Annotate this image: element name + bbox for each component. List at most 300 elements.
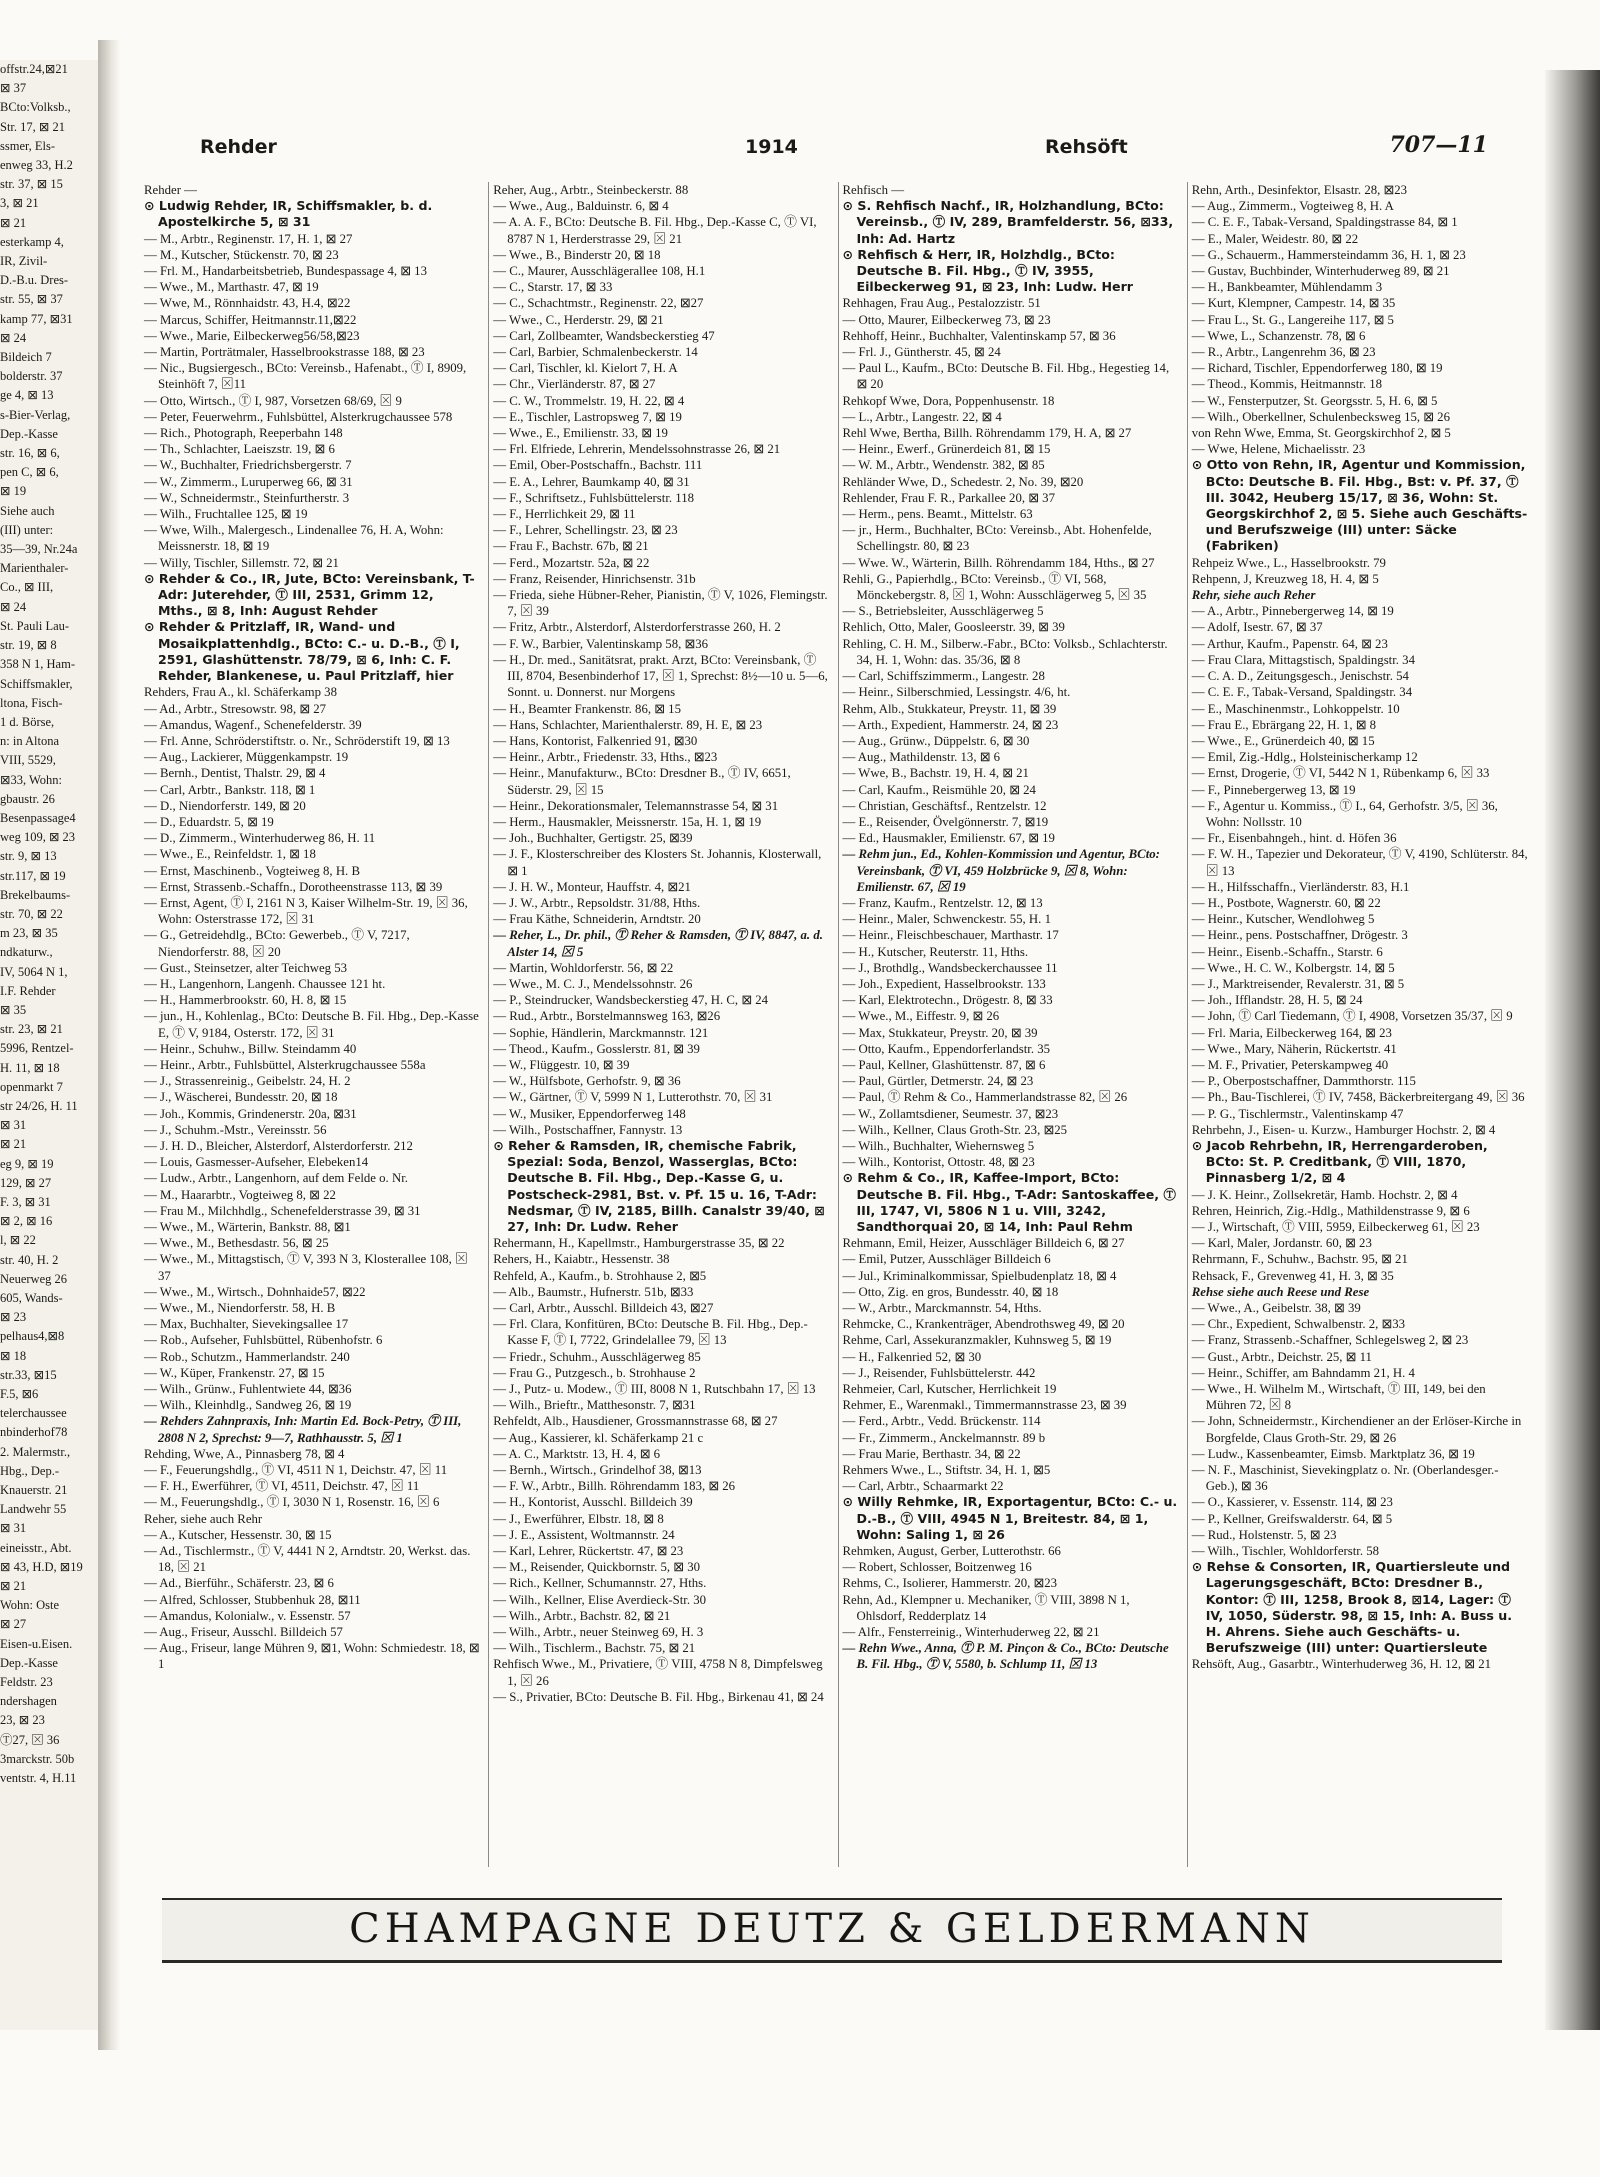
- directory-entry: Rehm, Alb., Stukkateur, Preystr. 11, ⊠ 39: [842, 701, 1057, 716]
- column-1: [140, 182, 480, 1867]
- directory-entry: Rehn, Ad., Klempner u. Mechaniker, Ⓣ VIII, 3898 N 1, Ohlsdorf, Redderplatz 14: [842, 1592, 1130, 1623]
- book-gutter: [98, 40, 120, 2050]
- directory-entry: — W., Musiker, Eppendorferweg 148: [493, 1106, 829, 1122]
- directory-entry: — E., Maschinenmstr., Lohkoppelstr. 10: [1192, 701, 1528, 717]
- directory-entry: — Rehm jun., Ed., Kohlen-Kommission und Agentur, BCto: Vereinsbank, Ⓣ VI, 459 Holzbrücke 9, ⊠ 8, Wohn: Emilienstr. 67, ⊠ 19: [842, 847, 1160, 894]
- column-4: [1187, 182, 1528, 1867]
- directory-entry: — L., Arbtr., Langestr. 22, ⊠ 4: [843, 409, 1179, 425]
- directory-entry: — Arth., Expedient, Hammerstr. 24, ⊠ 23: [843, 717, 1179, 733]
- directory-entry: — Otto, Zig. en gros, Bundesstr. 40, ⊠ 18: [843, 1284, 1179, 1300]
- directory-entry: — Jul., Kriminalkommissar, Spielbudenplatz 18, ⊠ 4: [843, 1268, 1179, 1284]
- directory-entry: — Wwe., Mary, Näherin, Rückertstr. 41: [1192, 1041, 1528, 1057]
- directory-entry: — Aug., Grünw., Düppelstr. 6, ⊠ 30: [843, 733, 1179, 749]
- previous-page-fragment: str. 70, ⊠ 22: [0, 906, 63, 921]
- previous-page-fragment: 3, ⊠ 21: [0, 196, 39, 211]
- directory-entry: — Reher, L., Dr. phil., Ⓣ Reher & Ramsden, Ⓣ IV, 8847, a. d. Alster 14, ⊠ 5: [493, 928, 823, 959]
- directory-entry: — N. F., Maschinist, Sievekingplatz o. Nr. (Oberlandesger.-Geb.), ⊠ 36: [1192, 1462, 1528, 1494]
- directory-entry: — Nic., Bugsiergesch., BCto: Vereinsb., Hafenabt., Ⓣ I, 8909, Steinhöft 7, ⊠11: [144, 360, 480, 392]
- directory-entry: — J., Reisender, Fuhlsbüttelerstr. 442: [843, 1365, 1179, 1381]
- directory-entry: — Rud., Holstenstr. 5, ⊠ 23: [1192, 1527, 1528, 1543]
- directory-entry: — J. W., Arbtr., Repsoldstr. 31/88, Hths.: [493, 895, 829, 911]
- previous-page-fragment: Knauerstr. 21: [0, 1483, 68, 1498]
- directory-entry: — Otto, Wirtsch., Ⓣ I, 987, Vorsetzen 68/69, ⊠ 9: [144, 393, 480, 409]
- directory-entry: — P., Steindrucker, Wandsbeckerstieg 47, H. C, ⊠ 24: [493, 992, 829, 1008]
- directory-columns: [140, 182, 1528, 1867]
- previous-page-fragment: bolderstr. 37: [0, 369, 63, 384]
- directory-entry: Reher, Aug., Arbtr., Steinbeckerstr. 88: [493, 183, 689, 197]
- previous-page-fragment: enweg 33, H.2: [0, 158, 73, 173]
- directory-entry: Rehli, G., Papierhdlg., BCto: Vereinsb., Ⓣ VI, 568, Mönckebergstr. 8, ⊠ 1, Wohn: Ausschlägerweg 5, ⊠ 35: [842, 571, 1147, 603]
- directory-entry: — W., Gärtner, Ⓣ V, 5999 N 1, Lutterothstr. 70, ⊠ 31: [493, 1089, 829, 1105]
- previous-page-fragment: ⊠ 31: [0, 1118, 27, 1133]
- directory-entry: — Frau G., Putzgesch., b. Strohhause 2: [493, 1365, 829, 1381]
- directory-entry: — Heinr., Arbtr., Fuhlsbüttel, Alsterkrugchaussee 558a: [144, 1057, 480, 1073]
- directory-entry: — Heinr., Fleischbeschauer, Marthastr. 17: [843, 927, 1179, 943]
- previous-page-fragment: Neuerweg 26: [0, 1271, 67, 1286]
- previous-page-fragment: esterkamp 4,: [0, 234, 64, 249]
- directory-entry: — D., Eduardstr. 5, ⊠ 19: [144, 814, 480, 830]
- directory-entry: — Adolf, Isestr. 67, ⊠ 37: [1192, 619, 1528, 635]
- directory-entry: — H., Kutscher, Reuterstr. 11, Hths.: [843, 944, 1179, 960]
- directory-entry: — Wwe, L., Schanzenstr. 78, ⊠ 6: [1192, 328, 1528, 344]
- previous-page-fragment: ⊠ 21: [0, 215, 27, 230]
- directory-entry: Rehfeld, A., Kaufm., b. Strohhause 2, ⊠5: [493, 1268, 707, 1283]
- directory-entry: — Th., Schlachter, Laeiszstr. 19, ⊠ 6: [144, 441, 480, 457]
- running-head-year: 1914: [745, 136, 798, 158]
- column-2: [488, 182, 829, 1867]
- previous-page-fragment: BCto:Volksb.,: [0, 100, 71, 115]
- directory-entry: — E., Reisender, Övelgönnerstr. 7, ⊠19: [843, 814, 1179, 830]
- previous-page-fragment: str. 19, ⊠ 8: [0, 638, 57, 653]
- directory-entry: — A. A. F., BCto: Deutsche B. Fil. Hbg., Dep.-Kasse C, Ⓣ VI, 8787 N 1, Herderstrasse 29, ⊠ 21: [493, 214, 829, 246]
- directory-entry: — Wwe., H. Wilhelm M., Wirtschaft, Ⓣ III, 149, bei den Mühren 72, ⊠ 8: [1192, 1381, 1528, 1413]
- directory-entry: — Wilh., Tischlerm., Bachstr. 75, ⊠ 21: [493, 1640, 829, 1656]
- directory-entry: Rehder —: [144, 183, 197, 197]
- directory-entry: Rehpeiz Wwe., L., Hasselbrookstr. 79: [1191, 555, 1386, 570]
- previous-page-fragment: Besenpassage4: [0, 810, 76, 825]
- directory-entry: — Robert, Schlosser, Boitzenweg 16: [843, 1559, 1179, 1575]
- previous-page-fragment: str. 37, ⊠ 15: [0, 177, 63, 192]
- previous-page-fragment: (III) unter:: [0, 522, 54, 537]
- directory-entry: — W., Flüggestr. 10, ⊠ 39: [493, 1057, 829, 1073]
- directory-entry: — C., Starstr. 17, ⊠ 33: [493, 279, 829, 295]
- directory-entry: Rehlender, Frau F. R., Parkallee 20, ⊠ 37: [842, 490, 1055, 505]
- previous-page-fragment: ⊠ 2, ⊠ 16: [0, 1214, 53, 1229]
- directory-entry: — Aug., Lackierer, Müggenkampstr. 19: [144, 749, 480, 765]
- directory-entry: — J., Wirtschaft, Ⓣ VIII, 5959, Eilbeckerweg 61, ⊠ 23: [1192, 1219, 1528, 1235]
- previous-page-fragment: str. 55, ⊠ 37: [0, 292, 63, 307]
- directory-entry: — Wwe., B., Binderstr 20, ⊠ 18: [493, 247, 829, 263]
- directory-entry: — H., Falkenried 52, ⊠ 30: [843, 1349, 1179, 1365]
- directory-entry: — Max, Stukkateur, Preystr. 20, ⊠ 39: [843, 1025, 1179, 1041]
- directory-entry: — jr., Herm., Buchhalter, BCto: Vereinsb., Abt. Hohenfelde, Schellingstr. 80, ⊠ 23: [843, 522, 1179, 554]
- directory-entry: — F. W., Barbier, Valentinskamp 58, ⊠36: [493, 636, 829, 652]
- previous-page-fragment: 35—39, Nr.24a: [0, 542, 78, 557]
- directory-entry: — Aug., Friseur, lange Mühren 9, ⊠1, Wohn: Schmiedestr. 18, ⊠ 1: [144, 1640, 480, 1672]
- directory-entry: — Aug., Friseur, Ausschl. Billdeich 57: [144, 1624, 480, 1640]
- directory-entry: ⊙ S. Rehfisch Nachf., IR, Holzhandlung, BCto: Vereinsb., Ⓣ IV, 289, Bramfelderstr. 56, ⊠33, Inh: Ad. Hartz: [842, 198, 1174, 246]
- directory-entry: — J., Wäscherei, Bundesstr. 20, ⊠ 18: [144, 1089, 480, 1105]
- directory-entry: — Frau E., Ebrärgang 22, H. 1, ⊠ 8: [1192, 717, 1528, 733]
- directory-entry: — Joh., Ifflandstr. 28, H. 5, ⊠ 24: [1192, 992, 1528, 1008]
- previous-page-fragment: ⊠ 27: [0, 1617, 27, 1632]
- directory-entry: Rehrmann, F., Schuhw., Bachstr. 95, ⊠ 21: [1191, 1252, 1408, 1267]
- directory-entry: ⊙ Ludwig Rehder, IR, Schiffsmakler, b. d. Apostelkirche 5, ⊠ 31: [144, 198, 433, 230]
- directory-entry: — Frau L., St. G., Langereihe 117, ⊠ 5: [1192, 312, 1528, 328]
- previous-page-fragment: Co., ⊠ III,: [0, 580, 54, 595]
- directory-entry: — R., Arbtr., Langenrehm 36, ⊠ 23: [1192, 344, 1528, 360]
- previous-page-fragment: pelhaus4,⊠8: [0, 1329, 65, 1344]
- directory-entry: — Wwe., M., Niendorferstr. 58, H. B: [144, 1300, 480, 1316]
- directory-entry: — Ernst, Agent, Ⓣ I, 2161 N 3, Kaiser Wilhelm-Str. 19, ⊠ 36, Wohn: Osterstrasse 172, ⊠ 31: [144, 895, 480, 927]
- running-head: [140, 130, 1528, 166]
- directory-entry: ⊙ Willy Rehmke, IR, Exportagentur, BCto: C.- u. D.-B., Ⓣ VIII, 4945 N 1, Breitestr. 84, ⊠ 1, Wohn: Saling 1, ⊠ 26: [842, 1494, 1178, 1542]
- directory-entry: — Frau Marie, Berthastr. 34, ⊠ 22: [843, 1446, 1179, 1462]
- directory-entry: — Wwe., E., Emilienstr. 33, ⊠ 19: [493, 425, 829, 441]
- directory-entry: Rehländer Wwe, D., Schedestr. 2, No. 39, ⊠20: [842, 474, 1084, 489]
- directory-entry: — Amandus, Kolonialw., v. Essenstr. 57: [144, 1608, 480, 1624]
- directory-entry: Rehmann, Emil, Heizer, Ausschläger Billdeich 6, ⊠ 27: [842, 1236, 1125, 1251]
- directory-entry: — Bernh., Dentist, Thalstr. 29, ⊠ 4: [144, 765, 480, 781]
- directory-entry: Rehlich, Otto, Maler, Goosleerstr. 39, ⊠ 39: [842, 620, 1065, 635]
- directory-entry: Rehmcke, C., Krankenträger, Abendrothsweg 49, ⊠ 20: [842, 1317, 1125, 1332]
- directory-entry: — Wilh., Kontorist, Ottostr. 48, ⊠ 23: [843, 1154, 1179, 1170]
- previous-page-fragment: Eisen-u.Eisen.: [0, 1636, 73, 1651]
- directory-entry: — Alfred, Schlosser, Stubbenhuk 28, ⊠11: [144, 1592, 480, 1608]
- directory-entry: — Wwe., C., Herderstr. 29, ⊠ 21: [493, 312, 829, 328]
- directory-entry: — Wwe. W., Wärterin, Billh. Röhrendamm 184, Hths., ⊠ 27: [843, 555, 1179, 571]
- directory-entry: — W., Zimmerm., Luruperweg 66, ⊠ 31: [144, 474, 480, 490]
- directory-entry: — Emil, Ober-Postschaffn., Bachstr. 111: [493, 457, 829, 473]
- previous-page-fragment: ⊠ 19: [0, 484, 27, 499]
- directory-entry: — Fr., Eisenbahngeh., hint. d. Höfen 36: [1192, 830, 1528, 846]
- directory-entry: — Wilh., Kellner, Claus Groth-Str. 23, ⊠25: [843, 1122, 1179, 1138]
- directory-entry: — Ludw., Arbtr., Langenhorn, auf dem Felde o. Nr.: [144, 1170, 480, 1186]
- directory-entry: — J. H. D., Bleicher, Alsterdorf, Alsterdorferstr. 212: [144, 1138, 480, 1154]
- directory-entry: ⊙ Jacob Rehrbehn, IR, Herrengarderoben, BCto: St. P. Creditbank, Ⓣ VIII, 1870, Pinnasberg 1/2, ⊠ 4: [1191, 1137, 1488, 1186]
- directory-entry: — Wwe., E., Grünerdeich 40, ⊠ 15: [1192, 733, 1528, 749]
- advertisement-banner: CHAMPAGNE DEUTZ & GELDERMANN: [162, 1898, 1502, 1963]
- directory-entry: — Wwe., M., Bethesdastr. 56, ⊠ 25: [144, 1235, 480, 1251]
- directory-entry: — G., Getreidehdlg., BCto: Gewerbeb., Ⓣ V, 7217, Niendorferstr. 88, ⊠ 20: [144, 927, 480, 959]
- directory-entry: — W., Hülfsbote, Gerhofstr. 9, ⊠ 36: [493, 1073, 829, 1089]
- previous-page-fragment: IV, 5064 N 1,: [0, 964, 68, 979]
- previous-page-fragment: IR, Zivil-: [0, 254, 48, 269]
- directory-entry: — Marcus, Schiffer, Heitmannstr.11,⊠22: [144, 312, 480, 328]
- directory-entry: — Frau M., Milchhdlg., Schenefelderstrasse 39, ⊠ 31: [144, 1203, 480, 1219]
- directory-entry: — Rich., Kellner, Schumannstr. 27, Hths.: [493, 1575, 829, 1591]
- page-number: 707—11: [1389, 132, 1488, 158]
- previous-page-fragment: 1 d. Börse,: [0, 714, 55, 729]
- directory-entry: — Rehn Wwe., Anna, Ⓣ P. M. Pinçon & Co., BCto: Deutsche B. Fil. Hbg., Ⓣ V, 5580, b. Schlump 11, ⊠ 13: [842, 1641, 1169, 1672]
- directory-entry: — W., Zollamtsdiener, Seumestr. 37, ⊠23: [843, 1106, 1179, 1122]
- directory-entry: — Wilh., Kellner, Elise Averdieck-Str. 30: [493, 1592, 829, 1608]
- previous-page-fragment: kamp 77, ⊠31: [0, 311, 73, 326]
- directory-entry: — Fritz, Arbtr., Alsterdorf, Alsterdorferstrasse 260, H. 2: [493, 619, 829, 635]
- directory-entry: — Carl, Tischler, kl. Kielort 7, H. A: [493, 360, 829, 376]
- directory-entry: Rehfeldt, Alb., Hausdiener, Grossmannstrasse 68, ⊠ 27: [493, 1414, 778, 1429]
- directory-entry: — C. W., Trommelstr. 19, H. 22, ⊠ 4: [493, 393, 829, 409]
- directory-entry: — Heinr., Eisenb.-Schaffn., Starstr. 6: [1192, 944, 1528, 960]
- previous-page-fragment: ventstr. 4, H.11: [0, 1771, 77, 1786]
- directory-entry: — F., Lehrer, Schellingstr. 23, ⊠ 23: [493, 522, 829, 538]
- previous-page-fragment: F.5, ⊠6: [0, 1387, 39, 1402]
- directory-entry: — J. H. W., Monteur, Hauffstr. 4, ⊠21: [493, 879, 829, 895]
- directory-entry: Rehmers Wwe., L., Stiftstr. 34, H. 1, ⊠5: [842, 1463, 1051, 1478]
- previous-page-fragment: ⊠ 35: [0, 1002, 27, 1017]
- previous-page-fragment: ⊠ 24: [0, 599, 27, 614]
- directory-entry: — Heinr., Maler, Schwenckestr. 55, H. 1: [843, 911, 1179, 927]
- directory-entry: — J. F., Klosterschreiber des Klosters St. Johannis, Klosterwall, ⊠ 1: [493, 846, 829, 878]
- directory-entry: — J., Schuhm.-Mstr., Vereinsstr. 56: [144, 1122, 480, 1138]
- page-edge-shadow: [1545, 70, 1600, 2030]
- directory-entry: — Aug., Mathildenstr. 13, ⊠ 6: [843, 749, 1179, 765]
- directory-entry: Rehders, Frau A., kl. Schäferkamp 38: [144, 685, 337, 700]
- previous-page-fragment: ⊠ 21: [0, 1579, 27, 1594]
- directory-entry: — Christian, Geschäftsf., Rentzelstr. 12: [843, 798, 1179, 814]
- directory-entry: — Heinr., Ewerf., Grünerdeich 81, ⊠ 15: [843, 441, 1179, 457]
- directory-entry: — John, Schneidermstr., Kirchendiener an der Erlöser-Kirche in Borgfelde, Claus Groth-Str. 29, ⊠ 26: [1192, 1413, 1528, 1445]
- previous-page-fragment: 5996, Rentzel-: [0, 1041, 74, 1056]
- directory-entry: — Ernst, Strassenb.-Schaffn., Dorotheenstrasse 113, ⊠ 39: [144, 879, 480, 895]
- directory-entry: — Otto, Maurer, Eilbeckerweg 73, ⊠ 23: [843, 312, 1179, 328]
- directory-entry: Rehfisch Wwe., M., Privatiere, Ⓣ VIII, 4758 N 8, Dimpfelsweg 1, ⊠ 26: [493, 1657, 823, 1688]
- previous-page-fragment: ndkaturw.,: [0, 945, 53, 960]
- directory-entry: — Ludw., Kassenbeamter, Eimsb. Marktplatz 36, ⊠ 19: [1192, 1446, 1528, 1462]
- directory-entry: — H., Kontorist, Ausschl. Billdeich 39: [493, 1494, 829, 1510]
- directory-entry: — Frau F., Bachstr. 67b, ⊠ 21: [493, 538, 829, 554]
- directory-entry: — M. F., Privatier, Peterskampweg 40: [1192, 1057, 1528, 1073]
- directory-entry: — Rehders Zahnpraxis, Inh: Martin Ed. Bock-Petry, Ⓣ III, 2808 N 2, Sprechst: 9—7, Rathhausstr. 5, ⊠ 1: [144, 1414, 462, 1445]
- directory-entry: — Ph., Bau-Tischlerei, Ⓣ IV, 7458, Bäckerbreitergang 49, ⊠ 36: [1192, 1089, 1528, 1105]
- directory-entry: — Sophie, Händlerin, Marckmannstr. 121: [493, 1025, 829, 1041]
- previous-page-fragment: 358 N 1, Ham-: [0, 657, 75, 672]
- previous-page-fragment: ⊠ 23: [0, 1310, 27, 1325]
- directory-entry: — Ad., Arbtr., Stresowstr. 98, ⊠ 27: [144, 701, 480, 717]
- directory-entry: — Wwe., Marie, Eilbeckerweg56/58,⊠23: [144, 328, 480, 344]
- directory-entry: — W., Buchhalter, Friedrichsbergerstr. 7: [144, 457, 480, 473]
- directory-entry: — M., Reisender, Quickbornstr. 5, ⊠ 30: [493, 1559, 829, 1575]
- directory-entry: — Heinr., Manufakturw., BCto: Dresdner B., Ⓣ IV, 6651, Süderstr. 29, ⊠ 15: [493, 765, 829, 797]
- directory-entry: — W., Fensterputzer, St. Georgsstr. 5, H. 6, ⊠ 5: [1192, 393, 1528, 409]
- previous-page-fragment: ge 4, ⊠ 13: [0, 388, 54, 403]
- previous-page-fragment: Schiffsmakler,: [0, 676, 73, 691]
- directory-entry: von Rehn Wwe, Emma, St. Georgskirchhof 2, ⊠ 5: [1191, 426, 1451, 441]
- directory-entry: — J., Putz- u. Modew., Ⓣ III, 8008 N 1, Rutschbahn 17, ⊠ 13: [493, 1381, 829, 1397]
- previous-page-fragment: str 24/26, H. 11: [0, 1098, 78, 1113]
- previous-page-fragment: ⊠33, Wohn:: [0, 772, 63, 787]
- directory-entry: — Wilh., Tischler, Wohldorferstr. 58: [1192, 1543, 1528, 1559]
- previous-page-fragment: str. 16, ⊠ 6,: [0, 446, 60, 461]
- previous-page-fragment: ltona, Fisch-: [0, 695, 63, 710]
- previous-page-fragment: ⊠ 24: [0, 330, 27, 345]
- directory-entry: Reher, siehe auch Rehr: [144, 1511, 263, 1526]
- previous-page-fragment: nbinderhof78: [0, 1425, 68, 1440]
- directory-entry: — F., Schriftsetz., Fuhlsbüttelerstr. 118: [493, 490, 829, 506]
- previous-page-fragment: telerchaussee: [0, 1406, 67, 1421]
- directory-entry: — Wwe., M., Marthastr. 47, ⊠ 19: [144, 279, 480, 295]
- running-head-left: Rehder: [200, 136, 277, 158]
- previous-page-fragment: str.117, ⊠ 19: [0, 868, 66, 883]
- directory-entry: — Wwe., H. C. W., Kolbergstr. 14, ⊠ 5: [1192, 960, 1528, 976]
- directory-entry: — G., Schauerm., Hammersteindamm 36, H. 1, ⊠ 23: [1192, 247, 1528, 263]
- directory-entry: — Wilh., Arbtr., neuer Steinweg 69, H. 3: [493, 1624, 829, 1640]
- previous-page-fragment: Marienthaler-: [0, 561, 69, 576]
- directory-entry: — M., Kutscher, Stückenstr. 70, ⊠ 23: [144, 247, 480, 263]
- directory-entry: — A., Arbtr., Pinnebergerweg 14, ⊠ 19: [1192, 603, 1528, 619]
- previous-page-fragment: I.F. Rehder: [0, 983, 56, 998]
- directory-entry: Rehn, Arth., Desinfektor, Elsastr. 28, ⊠23: [1191, 183, 1408, 197]
- directory-entry: — Frl. Anne, Schröderstiftstr. o. Nr., Schröderstift 19, ⊠ 13: [144, 733, 480, 749]
- directory-entry: — H., Hilfsschaffn., Vierländerstr. 83, H.1: [1192, 879, 1528, 895]
- directory-entry: — F., Herrlichkeit 29, ⊠ 11: [493, 506, 829, 522]
- directory-entry: — Heinr., Schuhw., Billw. Steindamm 40: [144, 1041, 480, 1057]
- previous-page-fragment: St. Pauli Lau-: [0, 618, 70, 633]
- previous-page-fragment: VIII, 5529,: [0, 753, 56, 768]
- directory-entry: — Ernst, Drogerie, Ⓣ VI, 5442 N 1, Rübenkamp 6, ⊠ 33: [1192, 765, 1528, 781]
- directory-entry: — E., Maler, Weidestr. 80, ⊠ 22: [1192, 231, 1528, 247]
- directory-entry: — Heinr., Dekorationsmaler, Telemannstrasse 54, ⊠ 31: [493, 798, 829, 814]
- directory-entry: — Gust., Steinsetzer, alter Teichweg 53: [144, 960, 480, 976]
- directory-entry: — Wilh., Oberkellner, Schulenbecksweg 15, ⊠ 26: [1192, 409, 1528, 425]
- directory-entry: Rehme, Carl, Assekuranzmakler, Kuhnsweg 5, ⊠ 19: [842, 1333, 1112, 1348]
- directory-entry: ⊙ Rehfisch & Herr, IR, Holzhdlg., BCto: Deutsche B. Fil. Hbg., Ⓣ IV, 3955, Eilbeckerweg 91, ⊠ 23, Inh: Ludw. Herr: [842, 246, 1133, 295]
- directory-entry: — Carl, Barbier, Schmalenbeckerstr. 14: [493, 344, 829, 360]
- directory-entry: — M., Haararbtr., Vogteiweg 8, ⊠ 22: [144, 1187, 480, 1203]
- directory-entry: — jun., H., Kohlenlag., BCto: Deutsche B. Fil. Hbg., Dep.-Kasse E, Ⓣ V, 9184, Osterstr. 172, ⊠ 31: [144, 1008, 480, 1040]
- previous-page-fragment: ⊠ 37: [0, 81, 27, 96]
- directory-entry: — A., Kutscher, Hessenstr. 30, ⊠ 15: [144, 1527, 480, 1543]
- directory-entry: — J., Marktreisender, Revalerstr. 31, ⊠ 5: [1192, 976, 1528, 992]
- previous-page-fragment: offstr.24,⊠21: [0, 62, 68, 76]
- directory-entry: — Carl, Arbtr., Schaarmarkt 22: [843, 1478, 1179, 1494]
- directory-entry: — Alb., Baumstr., Hufnerstr. 51b, ⊠33: [493, 1284, 829, 1300]
- directory-entry: — Ferd., Arbtr., Vedd. Brückenstr. 114: [843, 1413, 1179, 1429]
- previous-page-fragment: ndershagen: [0, 1694, 57, 1709]
- directory-entry: — Frl. M., Handarbeitsbetrieb, Bundespassage 4, ⊠ 13: [144, 263, 480, 279]
- directory-entry: — Louis, Gasmesser-Aufseher, Elebeken14: [144, 1154, 480, 1170]
- previous-page-fragment: str. 9, ⊠ 13: [0, 849, 57, 864]
- directory-entry: — F. W. H., Tapezier und Dekorateur, Ⓣ V, 4190, Schlüterstr. 84, ⊠ 13: [1192, 846, 1528, 878]
- previous-page-fragment: str. 40, H. 2: [0, 1252, 59, 1267]
- directory-entry: ⊙ Rehm & Co., IR, Kaffee-Import, BCto: Deutsche B. Fil. Hbg., T-Adr: Santoskaffee, Ⓣ III, 1747, VI, 5806 N 1 u. VIII, 3242, Sandthorquai 20, ⊠ 14, Inh: Paul Rehm: [842, 1170, 1177, 1234]
- directory-entry: ⊙ Otto von Rehn, IR, Agentur und Kommission, BCto: Deutsche B. Fil. Hbg., Bst: v. Pf. 37, Ⓣ III. 3042, Heuberg 15/17, ⊠ 36, Wohn: St. Georgskirchhof 2, ⊠ 5. Siehe auch Geschäfts- und Berufszweige (III) unter: Säcke (Fabriken): [1191, 457, 1528, 554]
- directory-entry: — Wwe, Helene, Michaelisstr. 23: [1192, 441, 1528, 457]
- directory-entry: Rehhoff, Heinr., Buchhalter, Valentinskamp 57, ⊠ 36: [842, 328, 1116, 343]
- directory-entry: — Richard, Tischler, Eppendorferweg 180, ⊠ 19: [1192, 360, 1528, 376]
- directory-entry: — Rob., Schutzm., Hammerlandstr. 240: [144, 1349, 480, 1365]
- directory-entry: — Paul L., Kaufm., BCto: Deutsche B. Fil. Hbg., Hegestieg 14, ⊠ 20: [843, 360, 1179, 392]
- directory-entry: ⊙ Rehse & Consorten, IR, Quartiersleute und Lagerungsgeschäft, BCto: Dresdner B., Kontor: Ⓣ III, 1258, Brook 8, ⊠14, Lager: Ⓣ IV, 1050, Süderstr. 98, ⊠ 15, Inh: A. Buss u. H. Ahrens. Siehe auch Geschäfts- u. Berufszweige (III) unter: Quartiersleute: [1191, 1559, 1513, 1656]
- directory-entry: — Heinr., Schiffer, am Bahndamm 21, H. 4: [1192, 1365, 1528, 1381]
- directory-entry: — Frl. Elfriede, Lehrerin, Mendelssohnstrasse 26, ⊠ 21: [493, 441, 829, 457]
- previous-page-fragment: n: in Altona: [0, 734, 60, 749]
- directory-entry: — Martin, Porträtmaler, Hasselbrookstrasse 188, ⊠ 23: [144, 344, 480, 360]
- directory-entry: — Wilh., Arbtr., Bachstr. 82, ⊠ 21: [493, 1608, 829, 1624]
- previous-page-fragment: Brekelbaums-: [0, 887, 71, 902]
- directory-entry: Rehms, C., Isolierer, Hammerstr. 20, ⊠23: [842, 1576, 1058, 1591]
- directory-entry: Rehding, Wwe, A., Pinnasberg 78, ⊠ 4: [144, 1446, 345, 1461]
- directory-entry: — Kurt, Klempner, Campestr. 14, ⊠ 35: [1192, 295, 1528, 311]
- directory-entry: — Heinr., Kutscher, Wendlohweg 5: [1192, 911, 1528, 927]
- directory-entry: Rehpenn, J, Kreuzweg 18, H. 4, ⊠ 5: [1191, 571, 1379, 586]
- directory-entry: — Frl. Clara, Konfitüren, BCto: Deutsche B. Fil. Hbg., Dep.-Kasse F, Ⓣ I, 7722, Grindelallee 79, ⊠ 13: [493, 1316, 829, 1348]
- directory-entry: — E. A., Lehrer, Baumkamp 40, ⊠ 31: [493, 474, 829, 490]
- directory-entry: — Frau Käthe, Schneiderin, Arndtstr. 20: [493, 911, 829, 927]
- directory-entry: — J., Strassenreinig., Geibelstr. 24, H. 2: [144, 1073, 480, 1089]
- directory-entry: — Carl, Arbtr., Ausschl. Billdeich 43, ⊠27: [493, 1300, 829, 1316]
- previous-page-fragment: str. 23, ⊠ 21: [0, 1022, 63, 1037]
- directory-entry: — H., Beamter Frankenstr. 86, ⊠ 15: [493, 701, 829, 717]
- previous-page-fragment: Hbg., Dep.-: [0, 1463, 60, 1478]
- previous-page-fragment: ⊠ 31: [0, 1521, 27, 1536]
- directory-entry: — Wilh., Grünw., Fuhlentwiete 44, ⊠36: [144, 1381, 480, 1397]
- previous-page-fragment: s-Bier-Verlag,: [0, 407, 71, 422]
- directory-entry: — Otto, Kaufm., Eppendorferlandstr. 35: [843, 1041, 1179, 1057]
- directory-entry: — Wwe., M., Wirtsch., Dohnhaide57, ⊠22: [144, 1284, 480, 1300]
- previous-page-fragment: 3marckstr. 50b: [0, 1751, 75, 1766]
- directory-entry: — Frau Clara, Mittagstisch, Spaldingstr. 34: [1192, 652, 1528, 668]
- directory-entry: — W., Schneidermstr., Steinfurtherstr. 3: [144, 490, 480, 506]
- directory-entry: — Joh., Kommis, Grindenerstr. 20a, ⊠31: [144, 1106, 480, 1122]
- directory-entry: — Paul, Gürtler, Detmerstr. 24, ⊠ 23: [843, 1073, 1179, 1089]
- previous-page-fragment: 2. Malermstr.,: [0, 1444, 71, 1459]
- directory-entry: Rehfisch —: [842, 183, 904, 197]
- directory-entry: — Franz, Reisender, Hinrichsenstr. 31b: [493, 571, 829, 587]
- previous-page-strip: [0, 60, 101, 2030]
- previous-page-fragment: Str. 17, ⊠ 21: [0, 119, 65, 134]
- previous-page-fragment: weg 109, ⊠ 23: [0, 830, 76, 845]
- directory-entry: Rehse siehe auch Reese und Rese: [1191, 1284, 1370, 1299]
- directory-entry: ⊙ Rehder & Co., IR, Jute, BCto: Vereinsbank, T-Adr: Juterehder, Ⓣ III, 2531, Grimm 12, Mths., ⊠ 8, Inh: August Rehder: [144, 570, 475, 619]
- directory-entry: — Wilh., Kleinhdlg., Sandweg 26, ⊠ 19: [144, 1397, 480, 1413]
- directory-entry: — W. M., Arbtr., Wendenstr. 382, ⊠ 85: [843, 457, 1179, 473]
- directory-page: [140, 130, 1528, 2020]
- directory-entry: — C. A. D., Zeitungsgesch., Jenischstr. 54: [1192, 668, 1528, 684]
- directory-entry: — F., Pinnebergerweg 13, ⊠ 19: [1192, 782, 1528, 798]
- column-3: [838, 182, 1179, 1867]
- directory-entry: — Wwe., M., Wärterin, Bankstr. 88, ⊠1: [144, 1219, 480, 1235]
- directory-entry: — Wilh., Fruchtallee 125, ⊠ 19: [144, 506, 480, 522]
- directory-entry: — Wwe, M., Rönnhaidstr. 43, H.4, ⊠22: [144, 295, 480, 311]
- directory-entry: — Willy, Tischler, Sillemstr. 72, ⊠ 21: [144, 555, 480, 571]
- previous-page-fragment: F. 3, ⊠ 31: [0, 1194, 51, 1209]
- directory-entry: — Bernh., Wirtsch., Grindelhof 38, ⊠13: [493, 1462, 829, 1478]
- directory-entry: — Ferd., Mozartstr. 52a, ⊠ 22: [493, 555, 829, 571]
- directory-entry: — Carl, Zollbeamter, Wandsbeckerstieg 47: [493, 328, 829, 344]
- directory-entry: — S., Privatier, BCto: Deutsche B. Fil. Hbg., Birkenau 41, ⊠ 24: [493, 1689, 829, 1705]
- directory-entry: — Wilh., Postschaffner, Fannystr. 13: [493, 1122, 829, 1138]
- directory-entry: — C. E. F., Tabak-Versand, Spaldingstrasse 84, ⊠ 1: [1192, 214, 1528, 230]
- previous-page-fragment: ⊠ 21: [0, 1137, 27, 1152]
- previous-page-fragment: Ⓣ27, ⊠ 36: [0, 1732, 60, 1747]
- directory-entry: — H., Hammerbrookstr. 60, H. 8, ⊠ 15: [144, 992, 480, 1008]
- previous-page-fragment: H. 11, ⊠ 18: [0, 1060, 60, 1075]
- directory-entry: — Herm., Hausmakler, Meissnerstr. 15a, H. 1, ⊠ 19: [493, 814, 829, 830]
- directory-entry: — Paul, Ⓣ Rehm & Co., Hammerlandstrasse 82, ⊠ 26: [843, 1089, 1179, 1105]
- directory-entry: — S., Betriebsleiter, Ausschlägerweg 5: [843, 603, 1179, 619]
- directory-entry: — H., Langenhorn, Langenh. Chaussee 121 ht.: [144, 976, 480, 992]
- previous-page-fragment: pen C, ⊠ 6,: [0, 465, 59, 480]
- directory-entry: — C. E. F., Tabak-Versand, Spaldingstr. 34: [1192, 684, 1528, 700]
- directory-entry: — C., Maurer, Ausschlägerallee 108, H.1: [493, 263, 829, 279]
- previous-page-fragment: openmarkt 7: [0, 1079, 63, 1094]
- previous-page-fragment: Dep.-Kasse: [0, 1655, 58, 1670]
- directory-entry: Rehermann, H., Kapellmstr., Hamburgerstrasse 35, ⊠ 22: [493, 1236, 785, 1251]
- directory-entry: ⊙ Reher & Ramsden, IR, chemische Fabrik, Spezial: Soda, Benzol, Wasserglas, BCto: Deutsche B. Fil. Hbg., Dep.-Kasse G, u. Postscheck-2981, Bst. v. Pf. 15 u. 16, T-Adr: Nedsmar, Ⓣ IV, 2185, Billh. Canalstr 39/40, ⊠ 27, Inh: Dr. Ludw. Reher: [493, 1137, 825, 1234]
- directory-entry: — Karl, Elektrotechn., Drögestr. 8, ⊠ 33: [843, 992, 1179, 1008]
- previous-page-fragment: m 23, ⊠ 35: [0, 926, 58, 941]
